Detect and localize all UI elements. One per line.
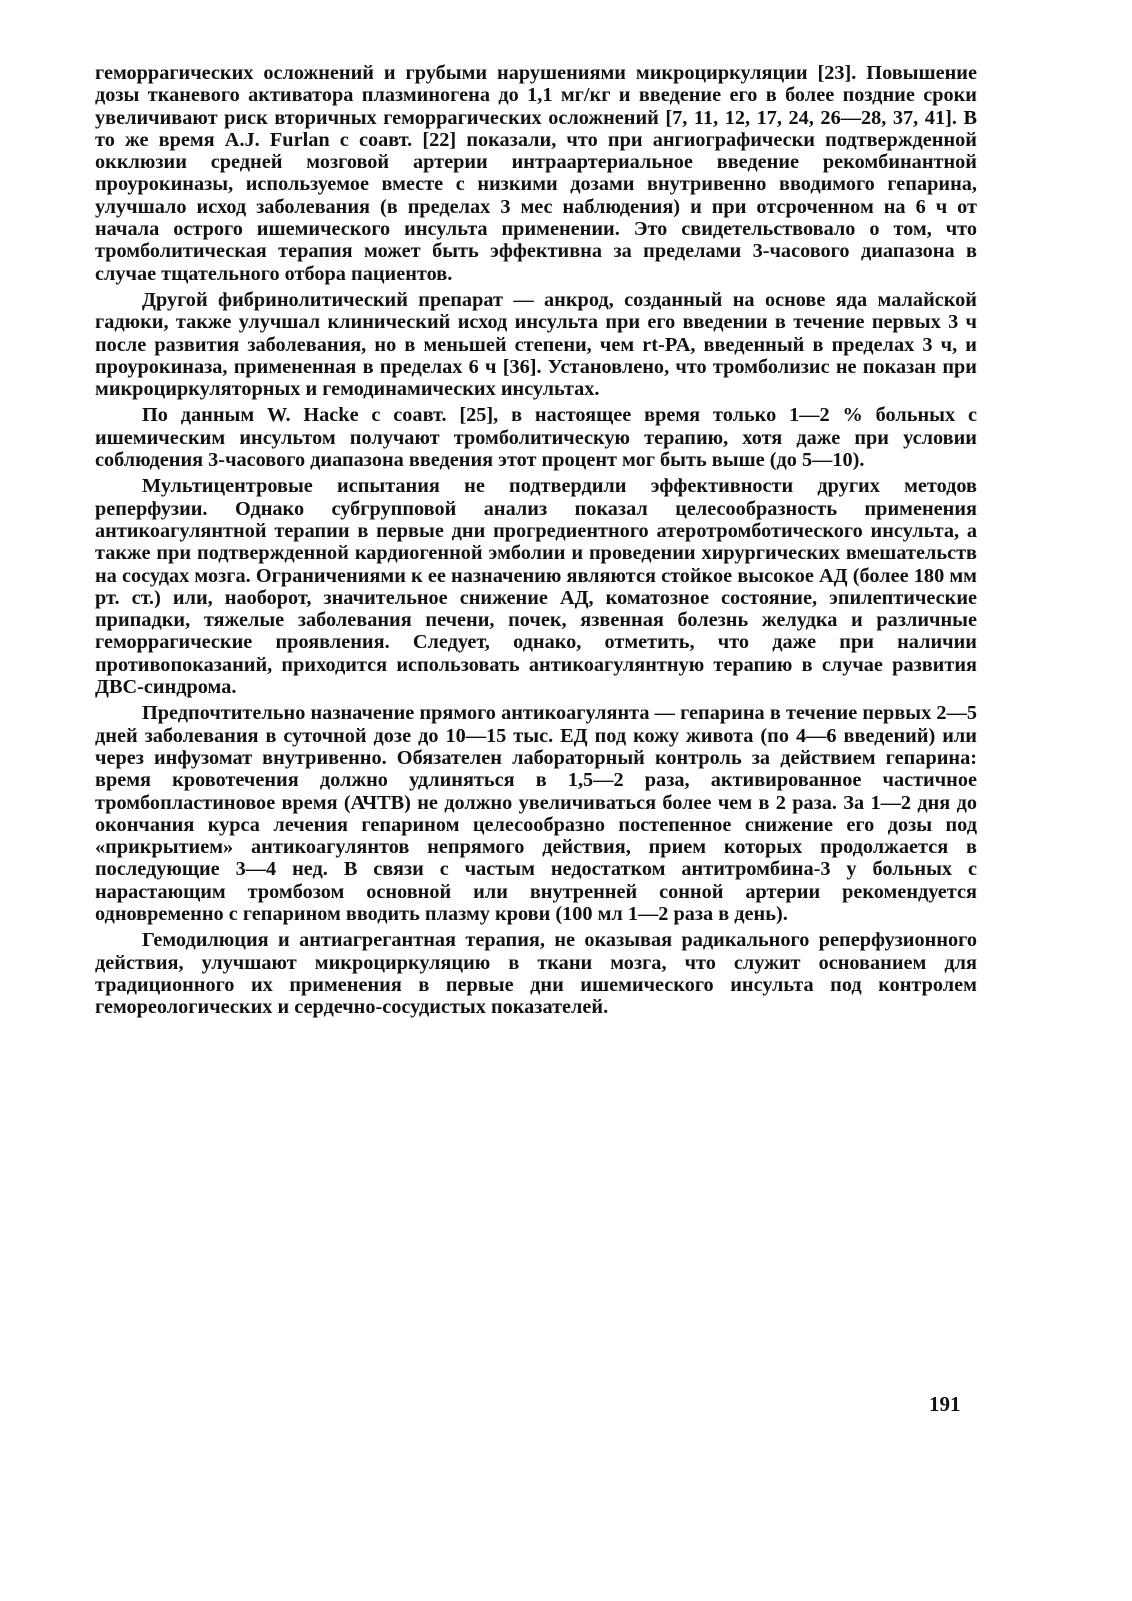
page-body bbox=[95, 62, 977, 1022]
paragraph-6: Гемодилюция и антиагрегантная терапия, не оказывая радикального реперфузионного действия, улучшают микроциркуляцию в ткани мозга, что служит основанием для традиционного их применения в первые дни ишемического инсульта под контролем гемореологических и сердечно-сосудистых показателей. bbox=[95, 929, 977, 1019]
paragraph-4: Мультицентровые испытания не подтвердили эффективности других методов реперфузии. Однако субгрупповой анализ показал целесообразность применения антикоагулянтной терапии в первые дни прогредиентного атеротромботического инсульта, а также при подтвержденной кардиогенной эмболии и проведении хирургических вмешательств на сосудах мозга. Ограничениями к ее назначению являются стойкое высокое АД (более 180 мм рт. ст.) или, наоборот, значительное снижение АД, коматозное состояние, эпилептические припадки, тяжелые заболевания печени, почек, язвенная болезнь желудка и различные геморрагические проявления. Следует, однако, отметить, что даже при наличии противопоказаний, приходится использовать антикоагулянтную терапию в случае развития ДВС-синдрома. bbox=[95, 475, 977, 699]
paragraph-1: геморрагических осложнений и грубыми нарушениями микроциркуляции [23]. Повышение дозы тканевого активатора плазминогена до 1,1 мг/кг и введение его в более поздние сроки увеличивают риск вторичных геморрагических осложнений [7, 11, 12, 17, 24, 26—28, 37, 41]. В то же время A.J. Furlan с соавт. [22] показали, что при ангиографически подтвержденной окклюзии средней мозговой артерии интраартериальное введение рекомбинантной проурокиназы, используемое вместе с низкими дозами внутривенно вводимого гепарина, улучшало исход заболевания (в пределах 3 мес наблюдения) и при отсроченном на 6 ч от начала острого ишемического инсульта применении. Это свидетельствовало о том, что тромболитическая терапия может быть эффективна за пределами 3-часового диапазона в случае тщательного отбора пациентов. bbox=[95, 62, 977, 285]
page-number: 191 bbox=[929, 1392, 961, 1416]
paragraph-3: По данным W. Hacke с соавт. [25], в настоящее время только 1—2 % больных с ишемическим инсультом получают тромболитическую терапию, хотя даже при условии соблюдения 3-часового диапазона введения этот процент мог быть выше (до 5—10). bbox=[95, 404, 977, 472]
paragraph-2: Другой фибринолитический препарат — анкрод, созданный на основе яда малайской гадюки, также улучшал клинический исход инсульта при его введении в течение первых 3 ч после развития заболевания, но в меньшей степени, чем rt-PA, введенный в пределах 3 ч, и проурокиназа, примененная в пределах 6 ч [36]. Установлено, что тромболизис не показан при микроциркуляторных и гемодинамических инсультах. bbox=[95, 288, 977, 401]
paragraph-5: Предпочтительно назначение прямого антикоагулянта — гепарина в течение первых 2—5 дней заболевания в суточной дозе до 10—15 тыс. ЕД под кожу живота (по 4—6 введений) или через инфузомат внутривенно. Обязателен лабораторный контроль за действием гепарина: время кровотечения должно удлиняться в 1,5—2 раза, активированное частичное тромбопластиновое время (АЧТВ) не должно увеличиваться более чем в 2 раза. За 1—2 дня до окончания курса лечения гепарином целесообразно постепенное снижение его дозы под «прикрытием» антикоагулянтов непрямого действия, прием которых продолжается в последующие 3—4 нед. В связи с частым недостатком антитромбина-3 у больных с нарастающим тромбозом основной или внутренней сонной артерии рекомендуется одновременно с гепарином вводить плазму крови (100 мл 1—2 раза в день). bbox=[95, 702, 977, 925]
